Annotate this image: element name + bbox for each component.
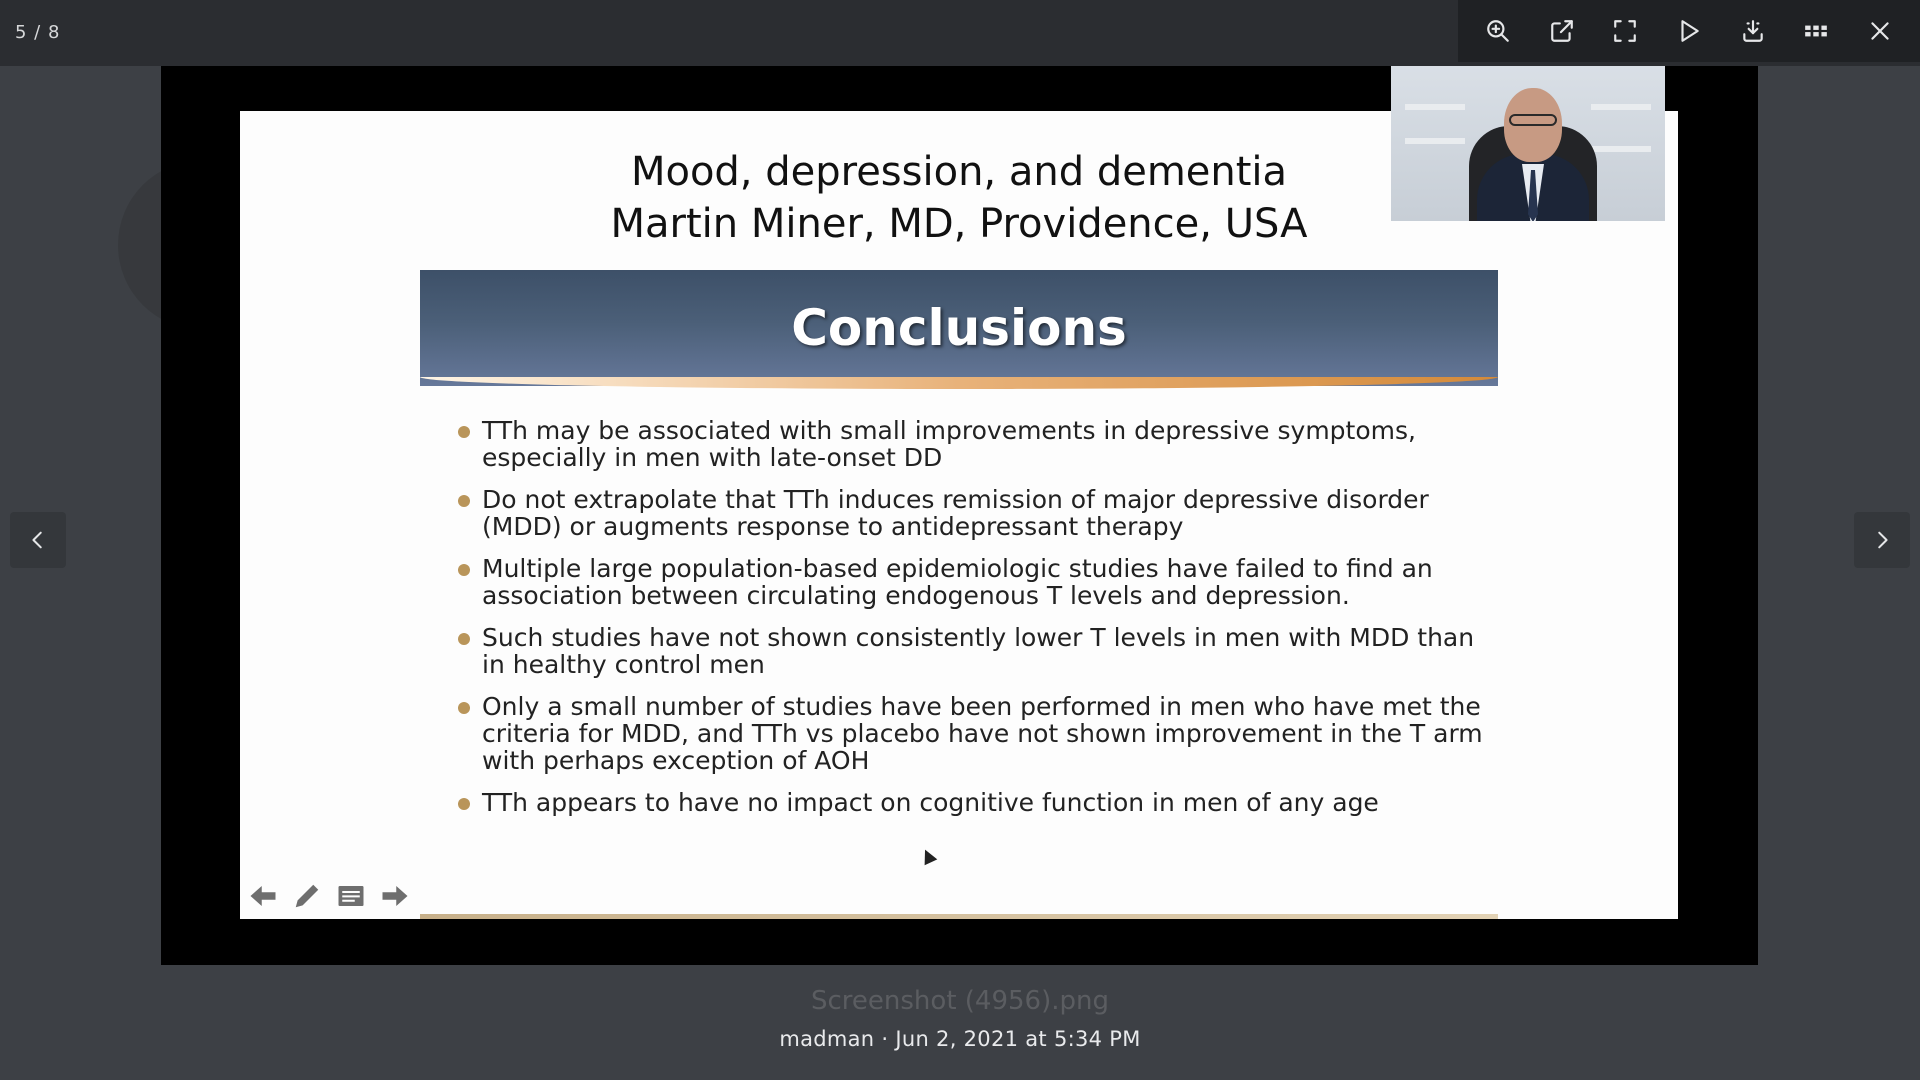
open-external-button[interactable] [1540, 9, 1584, 53]
zoom-in-button[interactable] [1476, 9, 1520, 53]
close-button[interactable] [1858, 9, 1902, 53]
fullscreen-button[interactable] [1603, 9, 1647, 53]
bullet-item: Only a small number of studies have been performed in men who have met the criteria for MDD, and TTh vs placebo have not shown improvement in the T arm with perhaps exception of AOH [450, 693, 1500, 774]
slide-next-button[interactable] [378, 879, 412, 913]
play-icon [1676, 18, 1702, 44]
image-metadata: madman · Jun 2, 2021 at 5:34 PM [779, 1027, 1141, 1051]
slide-footer-line [420, 914, 1498, 919]
bullet-item: Do not extrapolate that TTh induces remission of major depressive disorder (MDD) or augments response to antidepressant therapy [450, 486, 1500, 540]
viewer-toolbar [1458, 0, 1920, 62]
slide-title-line-2: Martin Miner, MD, Providence, USA [610, 201, 1308, 247]
slideshow-button[interactable] [1667, 9, 1711, 53]
slide-title-line-1: Mood, depression, and dementia [630, 149, 1288, 195]
bullet-item: Such studies have not shown consistently lower T levels in men with MDD than in healthy control men [450, 624, 1500, 678]
close-icon [1867, 18, 1893, 44]
bullet-item: TTh may be associated with small improvements in depressive symptoms, especially in men with late-onset DD [450, 417, 1500, 471]
slide-controls [246, 879, 412, 913]
download-button[interactable] [1731, 9, 1775, 53]
presenter-glasses [1509, 114, 1557, 126]
zoom-in-icon [1485, 18, 1511, 44]
next-image-button[interactable] [1854, 512, 1910, 568]
presentation-slide [240, 111, 1678, 919]
webcam-shelf [1405, 138, 1465, 144]
presenter-webcam [1391, 66, 1665, 221]
previous-image-button[interactable] [10, 512, 66, 568]
grid-icon [1803, 18, 1829, 44]
bullet-item: Multiple large population-based epidemiologic studies have failed to find an association between circulating endogenous T levels and depression. [450, 555, 1500, 609]
webcam-shelf [1405, 104, 1465, 110]
thumbnails-button[interactable] [1794, 9, 1838, 53]
slide-notes-button[interactable] [334, 879, 368, 913]
bullet-list [450, 417, 1500, 831]
slide-pen-button[interactable] [290, 879, 324, 913]
open-external-icon [1549, 18, 1575, 44]
notes-icon [336, 881, 366, 911]
webcam-shelf [1591, 146, 1651, 152]
top-bar [0, 0, 1920, 66]
image-filename: Screenshot (4956).png [811, 986, 1109, 1016]
arrow-left-icon [248, 881, 278, 911]
bullet-item: TTh appears to have no impact on cognitive function in men of any age [450, 789, 1500, 816]
banner-title: Conclusions [791, 299, 1127, 357]
chevron-right-icon [1871, 529, 1893, 551]
banner-stripe [420, 377, 1498, 389]
download-icon [1740, 18, 1766, 44]
slide-prev-button[interactable] [246, 879, 280, 913]
arrow-right-icon [380, 881, 410, 911]
image-counter: 5 / 8 [15, 22, 61, 43]
pen-icon [292, 881, 322, 911]
chevron-left-icon [27, 529, 49, 551]
fullscreen-icon [1612, 18, 1638, 44]
webcam-shelf [1591, 104, 1651, 110]
